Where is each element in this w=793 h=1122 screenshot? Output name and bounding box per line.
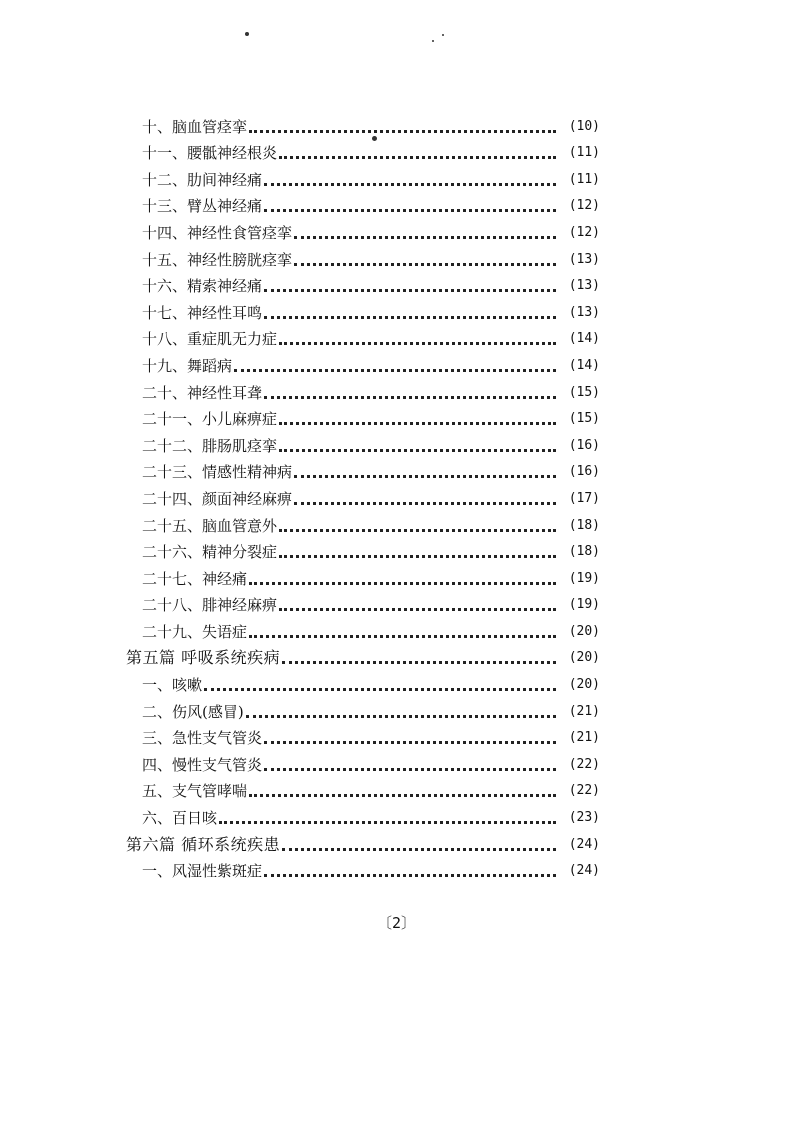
- dot-leader: [279, 529, 556, 532]
- toc-entry-page: (19): [568, 570, 600, 586]
- toc-entry: [120, 163, 600, 190]
- toc-entry-page: (15): [568, 384, 600, 400]
- toc-entry-title: 一、风湿性紫斑症: [142, 862, 263, 881]
- toc-entry-title: 第六篇 循环系统疾患: [126, 834, 281, 854]
- toc-entry-title: 二十八、腓神经麻痹: [142, 596, 278, 615]
- toc-entry-title: 六、百日咳: [142, 809, 218, 828]
- dot-leader: [234, 369, 556, 372]
- dot-leader: [264, 874, 556, 877]
- toc-entry: [120, 270, 600, 297]
- toc-entry: [120, 403, 600, 430]
- toc-entry-title: 第五篇 呼吸系统疾病: [126, 648, 281, 668]
- toc-chapter: [120, 642, 600, 669]
- toc-entry-page: (13): [568, 251, 600, 267]
- table-of-contents: [120, 110, 600, 881]
- toc-entry-title: 五、支气管哮喘: [142, 782, 248, 801]
- toc-entry-page: (15): [568, 411, 600, 427]
- toc-entry-page: (13): [568, 304, 600, 320]
- toc-entry: [120, 216, 600, 243]
- dot-leader: [279, 555, 556, 558]
- toc-entry-title: 四、慢性支气管炎: [142, 755, 263, 774]
- toc-entry-page: (12): [568, 224, 600, 240]
- toc-entry-title: 二十四、颜面神经麻痹: [142, 489, 293, 508]
- dot-leader: [249, 582, 556, 585]
- dot-leader: [264, 396, 556, 399]
- scan-speck: [432, 40, 434, 42]
- toc-entry: [120, 668, 600, 695]
- toc-entry-page: (13): [568, 278, 600, 294]
- toc-entry-page: (20): [568, 623, 600, 639]
- dot-leader: [264, 209, 556, 212]
- toc-entry-page: (18): [568, 517, 600, 533]
- toc-entry: [120, 456, 600, 483]
- toc-entry: [120, 695, 600, 722]
- toc-entry-page: (20): [568, 650, 600, 666]
- page-number: 〔2〕: [376, 914, 417, 932]
- toc-entry-title: 十、脑血管痉挛: [142, 117, 248, 136]
- toc-entry-page: (18): [568, 544, 600, 560]
- toc-entry-page: (14): [568, 357, 600, 373]
- toc-entry: [120, 323, 600, 350]
- toc-entry-title: 十七、神经性耳鸣: [142, 303, 263, 322]
- toc-entry: [120, 376, 600, 403]
- toc-entry-title: 十二、肋间神经痛: [142, 170, 263, 189]
- toc-entry-title: 二十五、脑血管意外: [142, 516, 278, 535]
- toc-entry-title: 十五、神经性膀胱痉挛: [142, 250, 293, 269]
- toc-entry: [120, 110, 600, 137]
- dot-leader: [249, 635, 556, 638]
- dot-leader: [279, 608, 556, 611]
- toc-entry-title: 二、伤风(感冒): [142, 702, 244, 721]
- toc-entry: [120, 536, 600, 563]
- toc-entry-title: 十一、腰骶神经根炎: [142, 144, 278, 163]
- toc-entry-title: 二十二、腓肠肌痉挛: [142, 436, 278, 455]
- toc-entry-title: 三、急性支气管炎: [142, 729, 263, 748]
- toc-entry: [120, 296, 600, 323]
- dot-leader: [264, 768, 556, 771]
- toc-entry-page: (22): [568, 783, 600, 799]
- toc-entry: [120, 243, 600, 270]
- toc-entry-title: 十三、臂丛神经痛: [142, 197, 263, 216]
- scan-speck: [245, 32, 249, 36]
- toc-entry-title: 十四、神经性食管痉挛: [142, 223, 293, 242]
- dot-leader: [264, 741, 556, 744]
- toc-entry-title: 二十七、神经痛: [142, 569, 248, 588]
- toc-entry-page: (21): [568, 703, 600, 719]
- dot-leader: [282, 661, 556, 664]
- toc-entry-title: 十九、舞蹈病: [142, 356, 233, 375]
- toc-entry-page: (10): [568, 118, 600, 134]
- toc-entry-page: (21): [568, 730, 600, 746]
- dot-leader: [219, 821, 556, 824]
- dot-leader: [204, 688, 556, 691]
- dot-leader: [249, 794, 556, 797]
- dot-leader: [249, 130, 556, 133]
- toc-entry-title: 十六、精索神经痛: [142, 277, 263, 296]
- toc-entry: [120, 349, 600, 376]
- toc-entry-title: 二十九、失语症: [142, 622, 248, 641]
- toc-entry: [120, 429, 600, 456]
- dot-leader: [294, 263, 556, 266]
- toc-entry-page: (23): [568, 810, 600, 826]
- toc-entry: [120, 589, 600, 616]
- toc-entry: [120, 190, 600, 217]
- toc-entry: [120, 509, 600, 536]
- dot-leader: [279, 156, 556, 159]
- toc-entry-page: (20): [568, 677, 600, 693]
- scan-speck: [442, 34, 444, 36]
- toc-entry-page: (11): [568, 145, 600, 161]
- dot-leader: [246, 715, 556, 718]
- dot-leader: [264, 289, 556, 292]
- toc-entry-page: (22): [568, 756, 600, 772]
- toc-entry-title: 二十一、小儿麻痹症: [142, 410, 278, 429]
- toc-entry-page: (11): [568, 171, 600, 187]
- dot-leader: [264, 183, 556, 186]
- dot-leader: [279, 342, 556, 345]
- toc-entry-title: 二十、神经性耳聋: [142, 383, 263, 402]
- toc-entry: [120, 722, 600, 749]
- dot-leader: [282, 848, 556, 851]
- toc-entry: [120, 801, 600, 828]
- toc-entry-title: 十八、重症肌无力症: [142, 330, 278, 349]
- toc-entry-page: (14): [568, 331, 600, 347]
- toc-entry: [120, 562, 600, 589]
- toc-entry-page: (16): [568, 464, 600, 480]
- dot-leader: [279, 449, 556, 452]
- toc-chapter: [120, 828, 600, 855]
- toc-entry: [120, 748, 600, 775]
- dot-leader: [264, 316, 556, 319]
- toc-entry: [120, 615, 600, 642]
- toc-entry: [120, 775, 600, 802]
- dot-leader: [294, 502, 556, 505]
- dot-leader: [294, 475, 556, 478]
- toc-entry: [120, 137, 600, 164]
- toc-entry-title: 二十三、情感性精神病: [142, 463, 293, 482]
- toc-entry-title: 一、咳嗽: [142, 676, 203, 695]
- toc-entry-page: (17): [568, 490, 600, 506]
- toc-entry-page: (24): [568, 863, 600, 879]
- toc-entry: [120, 855, 600, 882]
- toc-entry-page: (24): [568, 836, 600, 852]
- toc-entry: [120, 482, 600, 509]
- dot-leader: [279, 422, 556, 425]
- toc-entry-title: 二十六、精神分裂症: [142, 543, 278, 562]
- dot-leader: [294, 236, 556, 239]
- toc-entry-page: (12): [568, 198, 600, 214]
- toc-entry-page: (16): [568, 437, 600, 453]
- toc-entry-page: (19): [568, 597, 600, 613]
